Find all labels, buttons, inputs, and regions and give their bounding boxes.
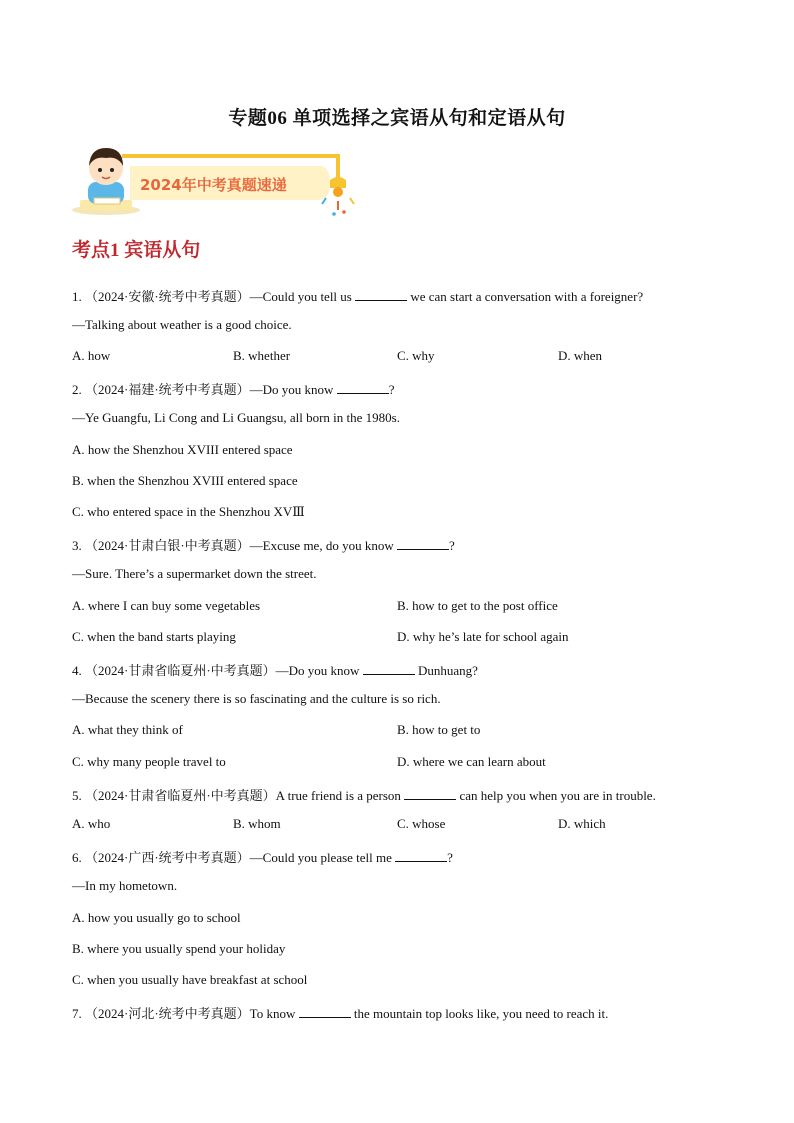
question-4-option-b: B. how to get to bbox=[397, 722, 481, 737]
question-6-stem-end: ? bbox=[447, 850, 453, 865]
question-1-option-d: D. when bbox=[558, 348, 603, 363]
question-3-reply: —Sure. There’s a supermarket down the street. bbox=[72, 566, 317, 581]
answer-blank bbox=[395, 851, 447, 862]
question-2-stem-start: 2. （2024·福建·统考中考真题）—Do you know bbox=[72, 382, 337, 397]
question-6-stem bbox=[72, 847, 453, 866]
question-3-stem bbox=[72, 535, 455, 554]
question-6-option-b: B. where you usually spend your holiday bbox=[72, 941, 286, 956]
question-6-option-a: A. how you usually go to school bbox=[72, 910, 241, 925]
answer-blank bbox=[337, 383, 389, 394]
question-5-option-a: A. who bbox=[72, 816, 111, 831]
question-4-option-d: D. where we can learn about bbox=[397, 754, 546, 769]
question-4-option-a: A. what they think of bbox=[72, 722, 183, 737]
question-7-stem bbox=[72, 1003, 608, 1022]
student-mascot-icon bbox=[72, 148, 140, 215]
question-3-option-d: D. why he’s late for school again bbox=[397, 629, 569, 644]
question-6-stem-start: 6. （2024·广西·统考中考真题）—Could you please tell me bbox=[72, 850, 396, 865]
question-5-stem-start: 5. （2024·甘肃省临夏州·中考真题）A true friend is a person bbox=[72, 788, 405, 803]
question-5-stem bbox=[72, 785, 656, 804]
question-4-option-c: C. why many people travel to bbox=[72, 754, 226, 769]
question-5-option-d: D. which bbox=[558, 816, 606, 831]
answer-blank bbox=[355, 290, 407, 301]
question-4-stem-start: 4. （2024·甘肃省临夏州·中考真题）—Do you know bbox=[72, 663, 363, 678]
question-2-stem bbox=[72, 379, 394, 398]
banner-top-bar bbox=[122, 154, 340, 158]
answer-blank bbox=[397, 539, 449, 550]
question-3-stem-start: 3. （2024·甘肃白银·中考真题）—Excuse me, do you know bbox=[72, 538, 397, 553]
question-1-stem-end: we can start a conversation with a foreigner? bbox=[407, 289, 644, 304]
question-3-option-a: A. where I can buy some vegetables bbox=[72, 598, 261, 613]
question-1-stem bbox=[72, 286, 643, 305]
question-6-reply: —In my hometown. bbox=[72, 878, 178, 893]
question-4-stem bbox=[72, 660, 478, 679]
question-2-stem-end: ? bbox=[388, 382, 395, 397]
question-2-option-b: B. when the Shenzhou XVIII entered space bbox=[72, 473, 298, 488]
question-2-reply: —Ye Guangfu, Li Cong and Li Guangsu, all born in the 1980s. bbox=[72, 410, 400, 425]
question-1-option-c: C. why bbox=[397, 348, 435, 363]
question-7-stem-end: the mountain top looks like, you need to reach it. bbox=[350, 1006, 609, 1021]
question-3-option-b: B. how to get to the post office bbox=[397, 598, 558, 613]
question-1-reply: —Talking about weather is a good choice. bbox=[72, 317, 292, 332]
question-7-stem-start: 7. （2024·河北·统考中考真题）To know bbox=[72, 1006, 299, 1021]
question-5-option-b: B. whom bbox=[233, 816, 281, 831]
answer-blank bbox=[404, 789, 456, 800]
question-4-reply: —Because the scenery there is so fascinating and the culture is so rich. bbox=[72, 691, 441, 706]
answer-blank bbox=[363, 664, 415, 675]
question-6-option-c: C. when you usually have breakfast at school bbox=[72, 972, 308, 987]
answer-blank bbox=[299, 1007, 351, 1018]
question-1-option-a: A. how bbox=[72, 348, 111, 363]
topic-banner bbox=[72, 138, 362, 220]
question-1-option-b: B. whether bbox=[233, 348, 291, 363]
question-4-stem-end: Dunhuang? bbox=[414, 663, 478, 678]
section-heading: 考点1 宾语从句 bbox=[72, 240, 201, 261]
question-1-stem-start: 1. （2024·安徽·统考中考真题）—Could you tell us bbox=[72, 289, 356, 304]
banner-text: 2024年中考真题速递 bbox=[140, 176, 287, 194]
question-3-stem-end: ? bbox=[448, 538, 455, 553]
question-2-option-c: C. who entered space in the Shenzhou XVⅢ bbox=[72, 504, 305, 519]
question-2-option-a: A. how the Shenzhou XVIII entered space bbox=[72, 442, 293, 457]
question-5-stem-end: can help you when you are in trouble. bbox=[456, 788, 656, 803]
question-5-option-c: C. whose bbox=[397, 816, 446, 831]
question-3-option-c: C. when the band starts playing bbox=[72, 629, 236, 644]
page-title: 专题06 单项选择之宾语从句和定语从句 bbox=[228, 108, 566, 129]
